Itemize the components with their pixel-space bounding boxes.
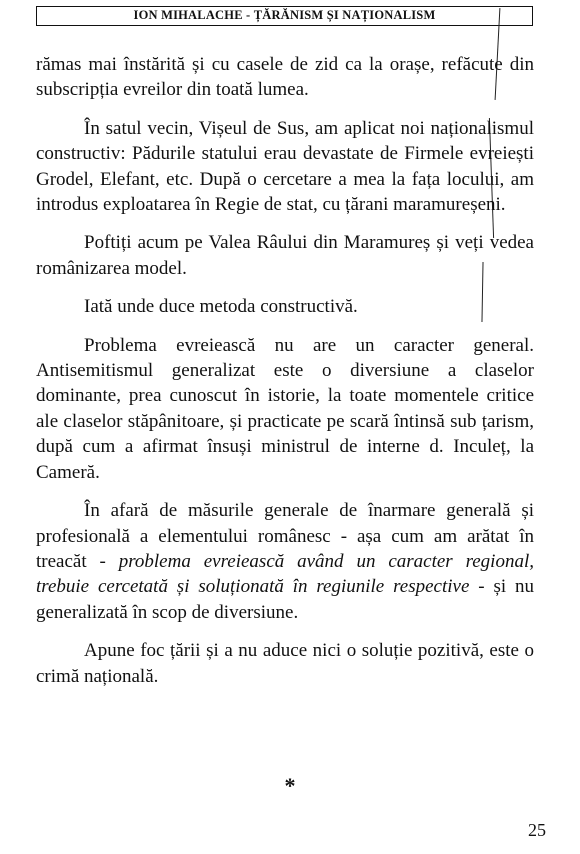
paragraph-text: În afară de măsurile generale de înarmare generală și profesională a elementului românesc - așa cum am arătat în treacăt - — [36, 500, 534, 572]
running-header: ION MIHALACHE - ȚĂRĂNISM ȘI NAȚIONALISM — [36, 6, 533, 26]
paragraph — [36, 498, 534, 625]
paragraph: Problema evreiească nu are un caracter general. Antisemitismul generalizat este o diversiune a claselor dominante, prea cunoscut în istorie, la toate momentele critice ale claselor stăpânitoare, și practicate pe scară întinsă sub țarism, după cum a afirmat însuși ministrul de interne d. Inculeț, la Cameră. — [36, 334, 534, 483]
paragraph: Iată unde duce metoda constructivă. — [84, 296, 358, 318]
paragraph: Poftiți acum pe Valea Râului din Maramureș și veți vedea românizarea model. — [36, 232, 534, 279]
paragraph-text: - și nu generalizată în scop de diversiune. — [36, 576, 534, 623]
paragraph: rămas mai înstărită și cu casele de zid ca la orașe, refăcute din subscripția evreilor din toată lumea. — [36, 54, 534, 101]
paragraph: În satul vecin, Vișeul de Sus, am aplicat noi naționalismul constructiv: Pădurile statului erau devastate de Firmele evreiești Grodel, Elefant, etc. După o cercetare a mea la fața locului, am introdus exploatarea în Regie de stat, cu țărani maramureșeni. — [36, 117, 534, 216]
page-body — [36, 52, 534, 702]
page-number: 25 — [528, 820, 546, 840]
section-separator: * — [284, 773, 296, 798]
italic-emphasis: problema evreiească având un caracter regional, trebuie cercetată și soluționată în regiunile respective — [36, 550, 534, 598]
paragraph: Apune foc țării și a nu aduce nici o soluție pozitivă, este o crimă națională. — [36, 640, 534, 687]
